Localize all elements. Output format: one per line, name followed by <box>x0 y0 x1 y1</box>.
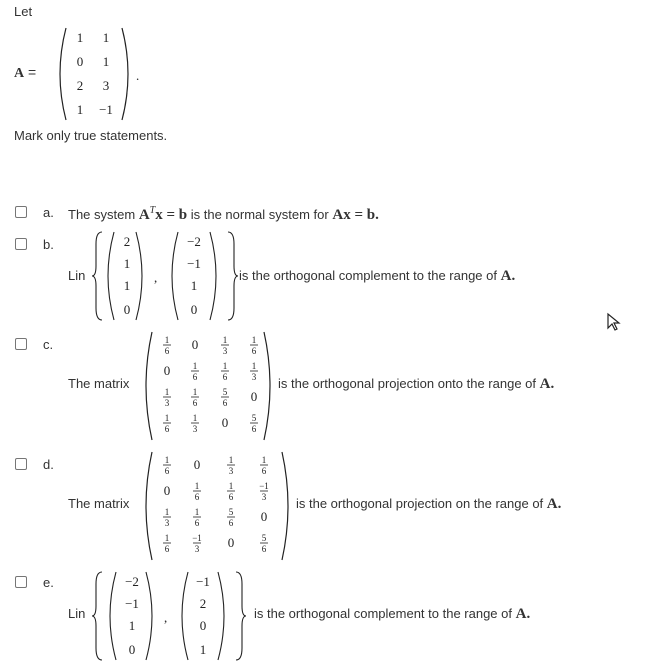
svg-text:5: 5 <box>251 413 257 423</box>
a-cell: −1 <box>99 102 113 117</box>
vec2-cell: 0 <box>199 618 207 633</box>
option-c-matrix-cell <box>250 361 258 382</box>
matrix-a-symbol: A <box>14 66 25 81</box>
option-c-prefix: The matrix <box>68 376 130 391</box>
vec1-cell: 0 <box>128 642 136 657</box>
option-a-prefix: The system <box>68 207 136 222</box>
a-cell: 1 <box>102 54 110 69</box>
svg-text:5: 5 <box>228 507 234 517</box>
option-a-statement <box>68 205 379 224</box>
option-c-matrix-cell <box>221 335 229 356</box>
instruction-text: Mark only true statements. <box>14 128 168 143</box>
option-c-matrix-cell <box>222 415 229 430</box>
svg-text:6: 6 <box>222 372 228 382</box>
option-c-matrix-cell <box>192 337 199 352</box>
svg-text:1: 1 <box>228 455 234 465</box>
vec2-cell: −1 <box>187 256 201 271</box>
svg-text:3: 3 <box>261 492 267 502</box>
option-c-matrix-cell <box>191 387 199 408</box>
matrix-a <box>54 24 144 124</box>
option-d-checkbox[interactable] <box>15 458 27 470</box>
svg-text:5: 5 <box>222 387 228 397</box>
vector-comma: , <box>164 610 168 625</box>
svg-text:6: 6 <box>228 518 234 528</box>
option-d-matrix-cell <box>227 481 235 502</box>
svg-text:6: 6 <box>192 398 198 408</box>
option-e-letter: e. <box>43 575 54 590</box>
svg-text:6: 6 <box>261 544 267 554</box>
vec2-cell: −2 <box>187 234 201 249</box>
svg-text:6: 6 <box>164 466 170 476</box>
intro-text: Let <box>14 4 33 19</box>
svg-text:1: 1 <box>192 413 198 423</box>
option-c-letter: c. <box>43 337 54 352</box>
svg-text:1: 1 <box>192 387 198 397</box>
option-e-lin: Lin <box>68 606 86 621</box>
option-d-matrix-cell <box>194 457 201 472</box>
option-c-checkbox[interactable] <box>15 338 27 350</box>
svg-text:3: 3 <box>194 544 200 554</box>
a-cell: 3 <box>102 78 110 93</box>
option-c-matrix-cell <box>163 387 171 408</box>
option-c-matrix-cell <box>164 363 171 378</box>
option-e-vector-set <box>92 568 246 664</box>
option-e-matrix-ref: A. <box>515 606 531 622</box>
option-b-lin: Lin <box>68 268 86 283</box>
option-d-matrix-cell <box>259 481 269 502</box>
svg-text:6: 6 <box>164 544 170 554</box>
right-paren <box>122 28 128 120</box>
option-a-eq2: Ax = b. <box>332 207 379 223</box>
option-d-matrix-cell <box>164 483 171 498</box>
option-d-letter: d. <box>43 457 54 472</box>
option-d-matrix-cell <box>227 507 235 528</box>
vec1-cell: 2 <box>123 234 131 249</box>
a-cell: 1 <box>102 30 110 45</box>
svg-text:1: 1 <box>228 481 234 491</box>
option-c-matrix-cell <box>191 361 199 382</box>
svg-text:3: 3 <box>222 346 228 356</box>
svg-text:1: 1 <box>251 335 257 345</box>
svg-text:−1: −1 <box>192 533 202 543</box>
svg-text:3: 3 <box>192 424 198 434</box>
svg-text:6: 6 <box>261 466 267 476</box>
svg-text:1: 1 <box>164 455 170 465</box>
option-c-matrix-cell <box>221 361 229 382</box>
option-a-mid: is the normal system for <box>190 207 329 222</box>
left-paren <box>146 452 152 560</box>
left-paren <box>146 332 152 440</box>
vec2-cell: 1 <box>199 642 207 657</box>
svg-text:1: 1 <box>222 361 228 371</box>
a-trailing-period: . <box>136 68 140 83</box>
option-d-matrix-cell <box>260 533 268 554</box>
option-d-matrix-cell <box>260 455 268 476</box>
vector-comma: , <box>154 270 158 285</box>
svg-text:3: 3 <box>164 398 170 408</box>
option-b-checkbox[interactable] <box>15 238 27 250</box>
option-e-statement: is the orthogonal complement to the range of A. <box>254 606 531 622</box>
option-d-matrix <box>142 450 292 562</box>
svg-text:0: 0 <box>227 535 235 550</box>
a-cell: 0 <box>76 54 84 69</box>
svg-text:1: 1 <box>222 335 228 345</box>
svg-text:1: 1 <box>164 387 170 397</box>
vec2-cell: 2 <box>199 596 207 611</box>
svg-text:−1: −1 <box>259 481 269 491</box>
svg-text:0: 0 <box>260 509 268 524</box>
option-c-matrix <box>142 330 274 442</box>
svg-text:0: 0 <box>163 483 171 498</box>
option-d-prefix: The matrix <box>68 496 130 511</box>
right-brace <box>228 232 238 320</box>
option-c-matrix-cell <box>163 335 171 356</box>
svg-text:1: 1 <box>251 361 257 371</box>
svg-text:1: 1 <box>194 507 200 517</box>
vec2-cell: 1 <box>190 278 198 293</box>
svg-text:6: 6 <box>251 346 257 356</box>
option-d-matrix-cell <box>227 455 235 476</box>
mouse-cursor-icon <box>606 312 622 332</box>
option-c-matrix-cell <box>191 413 199 434</box>
vec1-cell: −2 <box>125 574 139 589</box>
a-cell: 1 <box>76 30 84 45</box>
option-d-matrix-cell <box>193 507 201 528</box>
vec2-cell: 0 <box>190 302 198 317</box>
svg-text:1: 1 <box>194 481 200 491</box>
right-paren <box>264 332 270 440</box>
option-d-matrix-cell <box>261 509 268 524</box>
vec1-cell: 0 <box>123 302 131 317</box>
right-paren <box>282 452 288 560</box>
svg-text:1: 1 <box>192 361 198 371</box>
option-a-eq1: $A^Tx = b$ <box>138 205 188 223</box>
option-d-statement: is the orthogonal projection on the range of A. <box>296 496 562 512</box>
option-c-matrix-cell <box>250 335 258 356</box>
equals-sign: = <box>28 64 37 80</box>
svg-text:6: 6 <box>194 518 200 528</box>
svg-text:6: 6 <box>228 492 234 502</box>
svg-text:6: 6 <box>164 424 170 434</box>
option-d-matrix-cell <box>228 535 235 550</box>
svg-text:1: 1 <box>164 335 170 345</box>
svg-text:5: 5 <box>261 533 267 543</box>
svg-text:1: 1 <box>164 507 170 517</box>
option-c-matrix-cell <box>221 387 229 408</box>
option-b-matrix-ref: A. <box>500 268 516 284</box>
option-b-vector-set <box>92 228 238 324</box>
vec1-cell: 1 <box>123 278 131 293</box>
svg-text:6: 6 <box>222 398 228 408</box>
option-c-matrix-cell <box>251 389 258 404</box>
option-a-checkbox[interactable] <box>15 206 27 218</box>
option-d-matrix-ref: A. <box>546 496 562 512</box>
option-d-matrix-cell <box>163 455 171 476</box>
option-c-matrix-cell <box>163 413 171 434</box>
svg-text:6: 6 <box>194 492 200 502</box>
vec2-cell: −1 <box>196 574 210 589</box>
option-c-matrix-cell <box>250 413 258 434</box>
option-c-statement: is the orthogonal projection onto the range of A. <box>278 376 555 392</box>
svg-text:6: 6 <box>251 424 257 434</box>
option-d-matrix-cell <box>163 533 171 554</box>
svg-text:0: 0 <box>221 415 229 430</box>
option-c-matrix-ref: A. <box>539 376 555 392</box>
svg-text:3: 3 <box>164 518 170 528</box>
svg-text:6: 6 <box>192 372 198 382</box>
svg-text:1: 1 <box>164 413 170 423</box>
a-cell: 1 <box>76 102 84 117</box>
left-paren <box>60 28 66 120</box>
vec1-cell: −1 <box>125 596 139 611</box>
svg-text:6: 6 <box>164 346 170 356</box>
option-b-letter: b. <box>43 237 54 252</box>
svg-text:0: 0 <box>191 337 199 352</box>
vec1-cell: 1 <box>128 618 136 633</box>
svg-text:1: 1 <box>164 533 170 543</box>
svg-text:0: 0 <box>250 389 258 404</box>
option-d-matrix-cell <box>193 481 201 502</box>
option-d-matrix-cell <box>163 507 171 528</box>
svg-text:3: 3 <box>251 372 257 382</box>
svg-text:1: 1 <box>261 455 267 465</box>
svg-text:0: 0 <box>163 363 171 378</box>
left-brace <box>92 232 102 320</box>
svg-text:0: 0 <box>193 457 201 472</box>
option-e-checkbox[interactable] <box>15 576 27 588</box>
matrix-a-label <box>14 64 36 82</box>
vec1-cell: 1 <box>123 256 131 271</box>
option-b-statement: is the orthogonal complement to the range of A. <box>239 268 516 284</box>
svg-text:3: 3 <box>228 466 234 476</box>
option-a-letter: a. <box>43 205 54 220</box>
option-d-matrix-cell <box>192 533 202 554</box>
a-cell: 2 <box>76 78 84 93</box>
